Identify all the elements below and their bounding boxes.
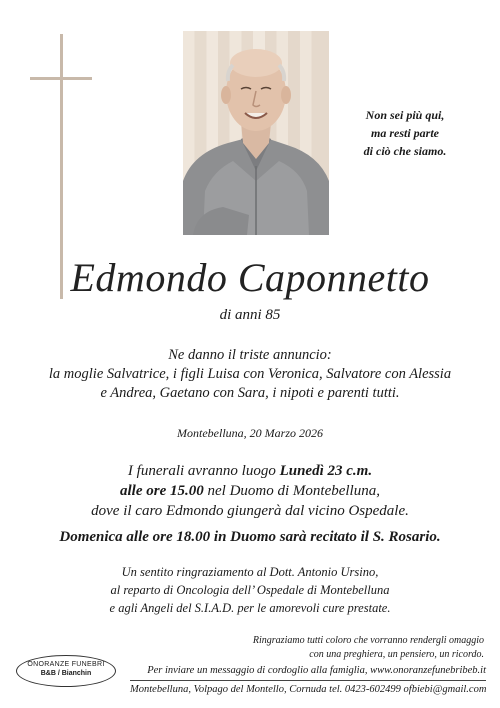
funeral-time: alle ore 15.00 <box>120 483 204 499</box>
closing-thanks <box>200 634 484 662</box>
thanks-line: al reparto di Oncologia dell’ Ospedale di Montebelluna <box>110 583 390 597</box>
funeral-date: Lunedì 23 c.m. <box>279 463 373 479</box>
portrait-illustration <box>183 31 329 235</box>
announcement-line: Ne danno il triste annuncio: <box>168 347 332 363</box>
quote-line: ma resti parte <box>371 126 439 140</box>
announcement-line: e Andrea, Gaetano con Sara, i nipoti e parenti tutti. <box>100 385 400 401</box>
quote-line: di ciò che siamo. <box>363 144 447 158</box>
date-place: Montebelluna, 20 Marzo 2026 <box>177 426 323 440</box>
deceased-age: di anni 85 <box>219 307 281 323</box>
portrait-photo <box>183 31 329 235</box>
closing-thanks-line: Ringraziamo tutti coloro che vorranno rendergli omaggio <box>252 635 484 646</box>
rosary-notice: Domenica alle ore 18.00 in Duomo sarà recitato il S. Rosario. <box>59 529 441 545</box>
closing-thanks-line: con una preghiera, un pensiero, un ricordo. <box>309 649 484 660</box>
funeral-place: nel Duomo di Montebelluna, <box>203 483 380 499</box>
acknowledgements <box>0 563 500 617</box>
thanks-line: Un sentito ringraziamento al Dott. Antonio Ursino, <box>121 565 379 579</box>
funeral-home-logo <box>16 655 116 687</box>
memorial-quote <box>330 106 480 160</box>
deceased-name: Edmondo Caponnetto <box>70 255 430 300</box>
thanks-line: e agli Angeli del S.I.A.D. per le amorevoli cure prestate. <box>109 601 391 615</box>
funeral-line-3: dove il caro Edmondo giungerà dal vicino Ospedale. <box>91 503 409 519</box>
funeral-line-1 <box>0 461 500 481</box>
footer-divider <box>130 680 486 681</box>
funeral-line-2 <box>0 481 500 501</box>
cross-horizontal <box>30 77 92 80</box>
logo-line-2: B&B / Bianchin <box>40 670 92 677</box>
contact-address: Montebelluna, Volpago del Montello, Cornuda tel. 0423-602499 ofbiebi@gmail.com <box>130 684 487 695</box>
announcement-line: la moglie Salvatrice, i figli Luisa con Veronica, Salvatore con Alessia <box>48 366 452 382</box>
funeral-text: I funerali avranno luogo <box>127 463 280 479</box>
logo-line-1: ONORANZE FUNEBRI <box>27 661 105 668</box>
quote-line: Non sei più qui, <box>365 108 445 122</box>
condolence-message-info: Per inviare un messaggio di cordoglio alla famiglia, www.onoranzefunebribeb.it <box>147 665 486 676</box>
funeral-info <box>0 461 500 521</box>
announcement <box>0 346 500 403</box>
